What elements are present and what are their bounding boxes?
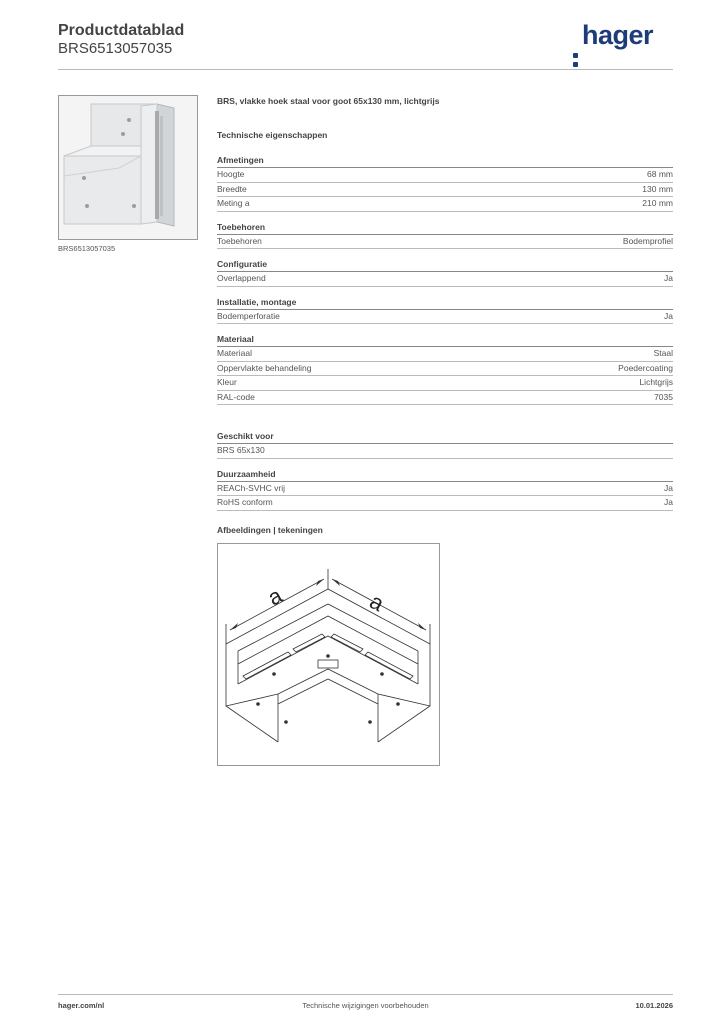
page-header [58, 22, 673, 70]
spec-group-title: Materiaal [217, 334, 673, 347]
spec-label: BRS 65x130 [217, 445, 265, 455]
spec-group-title: Geschikt voor [217, 431, 673, 444]
product-code: BRS6513057035 [58, 40, 173, 57]
spec-group [217, 334, 673, 405]
spec-row [217, 496, 673, 511]
spec-label: Overlappend [217, 273, 266, 283]
corner-drawing [218, 544, 439, 765]
image-caption: BRS6513057035 [58, 244, 116, 253]
logo-text: hager [581, 20, 653, 50]
spec-group [217, 297, 673, 325]
spec-row [217, 376, 673, 391]
spec-group-title: Toebehoren [217, 222, 673, 235]
spec-group [217, 259, 673, 287]
spec-group [217, 155, 673, 212]
footer-website-link[interactable]: hager.com/nl [58, 1001, 105, 1010]
spec-group [217, 469, 673, 511]
spec-group-title: Duurzaamheid [217, 469, 673, 482]
spec-label: Toebehoren [217, 235, 262, 246]
spec-row [217, 272, 673, 287]
spec-label: Materiaal [217, 348, 252, 358]
images-heading: Afbeeldingen | tekeningen [217, 524, 323, 535]
spec-group-title: Configuratie [217, 259, 673, 272]
spec-row [217, 482, 673, 497]
spec-value: 68 mm [647, 169, 673, 179]
spec-label: REACh-SVHC vrij [217, 482, 286, 493]
spec-group-title: Installatie, montage [217, 297, 673, 310]
spec-label: RAL-code [217, 391, 255, 402]
document-title: Productdatablad [58, 22, 185, 39]
group-spacer [217, 415, 673, 431]
spec-value: Ja [664, 310, 673, 321]
spec-value: Poedercoating [618, 362, 673, 373]
spec-label: Bodemperforatie [217, 310, 280, 321]
spec-value: 210 mm [642, 198, 673, 208]
spec-group-title: Afmetingen [217, 155, 673, 168]
product-description: BRS, vlakke hoek staal voor goot 65x130 mm, lichtgrijs [217, 96, 440, 106]
spec-group [217, 431, 673, 459]
spec-value: Bodemprofiel [622, 235, 673, 246]
spec-label: Oppervlakte behandeling [217, 362, 312, 373]
spec-row [217, 444, 673, 459]
spec-label: Breedte [217, 183, 247, 194]
spec-label: Kleur [217, 377, 237, 387]
hager-logo [573, 20, 653, 51]
spec-value: Staal [653, 348, 673, 358]
spec-row [217, 168, 673, 183]
spec-value: Ja [664, 273, 673, 283]
spec-value: Lichtgrijs [639, 377, 673, 387]
spec-label: Hoogte [217, 169, 245, 179]
specifications [217, 96, 673, 766]
spec-value: Ja [664, 497, 673, 507]
footer-date: 10.01.2026 [635, 1001, 673, 1010]
spec-row [217, 347, 673, 362]
footer-notice: Technische wijzigingen voorbehouden [302, 1001, 429, 1010]
spec-group [217, 222, 673, 250]
technical-drawing [217, 543, 440, 766]
dimension-label-right: a [365, 587, 389, 616]
spec-label: Meting a [217, 198, 250, 208]
spec-row [217, 197, 673, 212]
spec-value: 7035 [654, 391, 673, 402]
spec-groups [217, 155, 673, 511]
spec-value: 130 mm [642, 183, 673, 194]
spec-value: Ja [664, 482, 673, 493]
product-image [58, 95, 198, 240]
spec-row [217, 391, 673, 406]
spec-row [217, 235, 673, 250]
technical-heading: Technische eigenschappen [217, 130, 328, 140]
spec-row [217, 183, 673, 198]
spec-row [217, 362, 673, 377]
dimension-label-left: a [263, 582, 287, 610]
spec-label: RoHS conform [217, 497, 273, 507]
spec-row [217, 310, 673, 325]
page-footer [58, 994, 673, 1014]
corner-piece-photo [59, 96, 197, 239]
